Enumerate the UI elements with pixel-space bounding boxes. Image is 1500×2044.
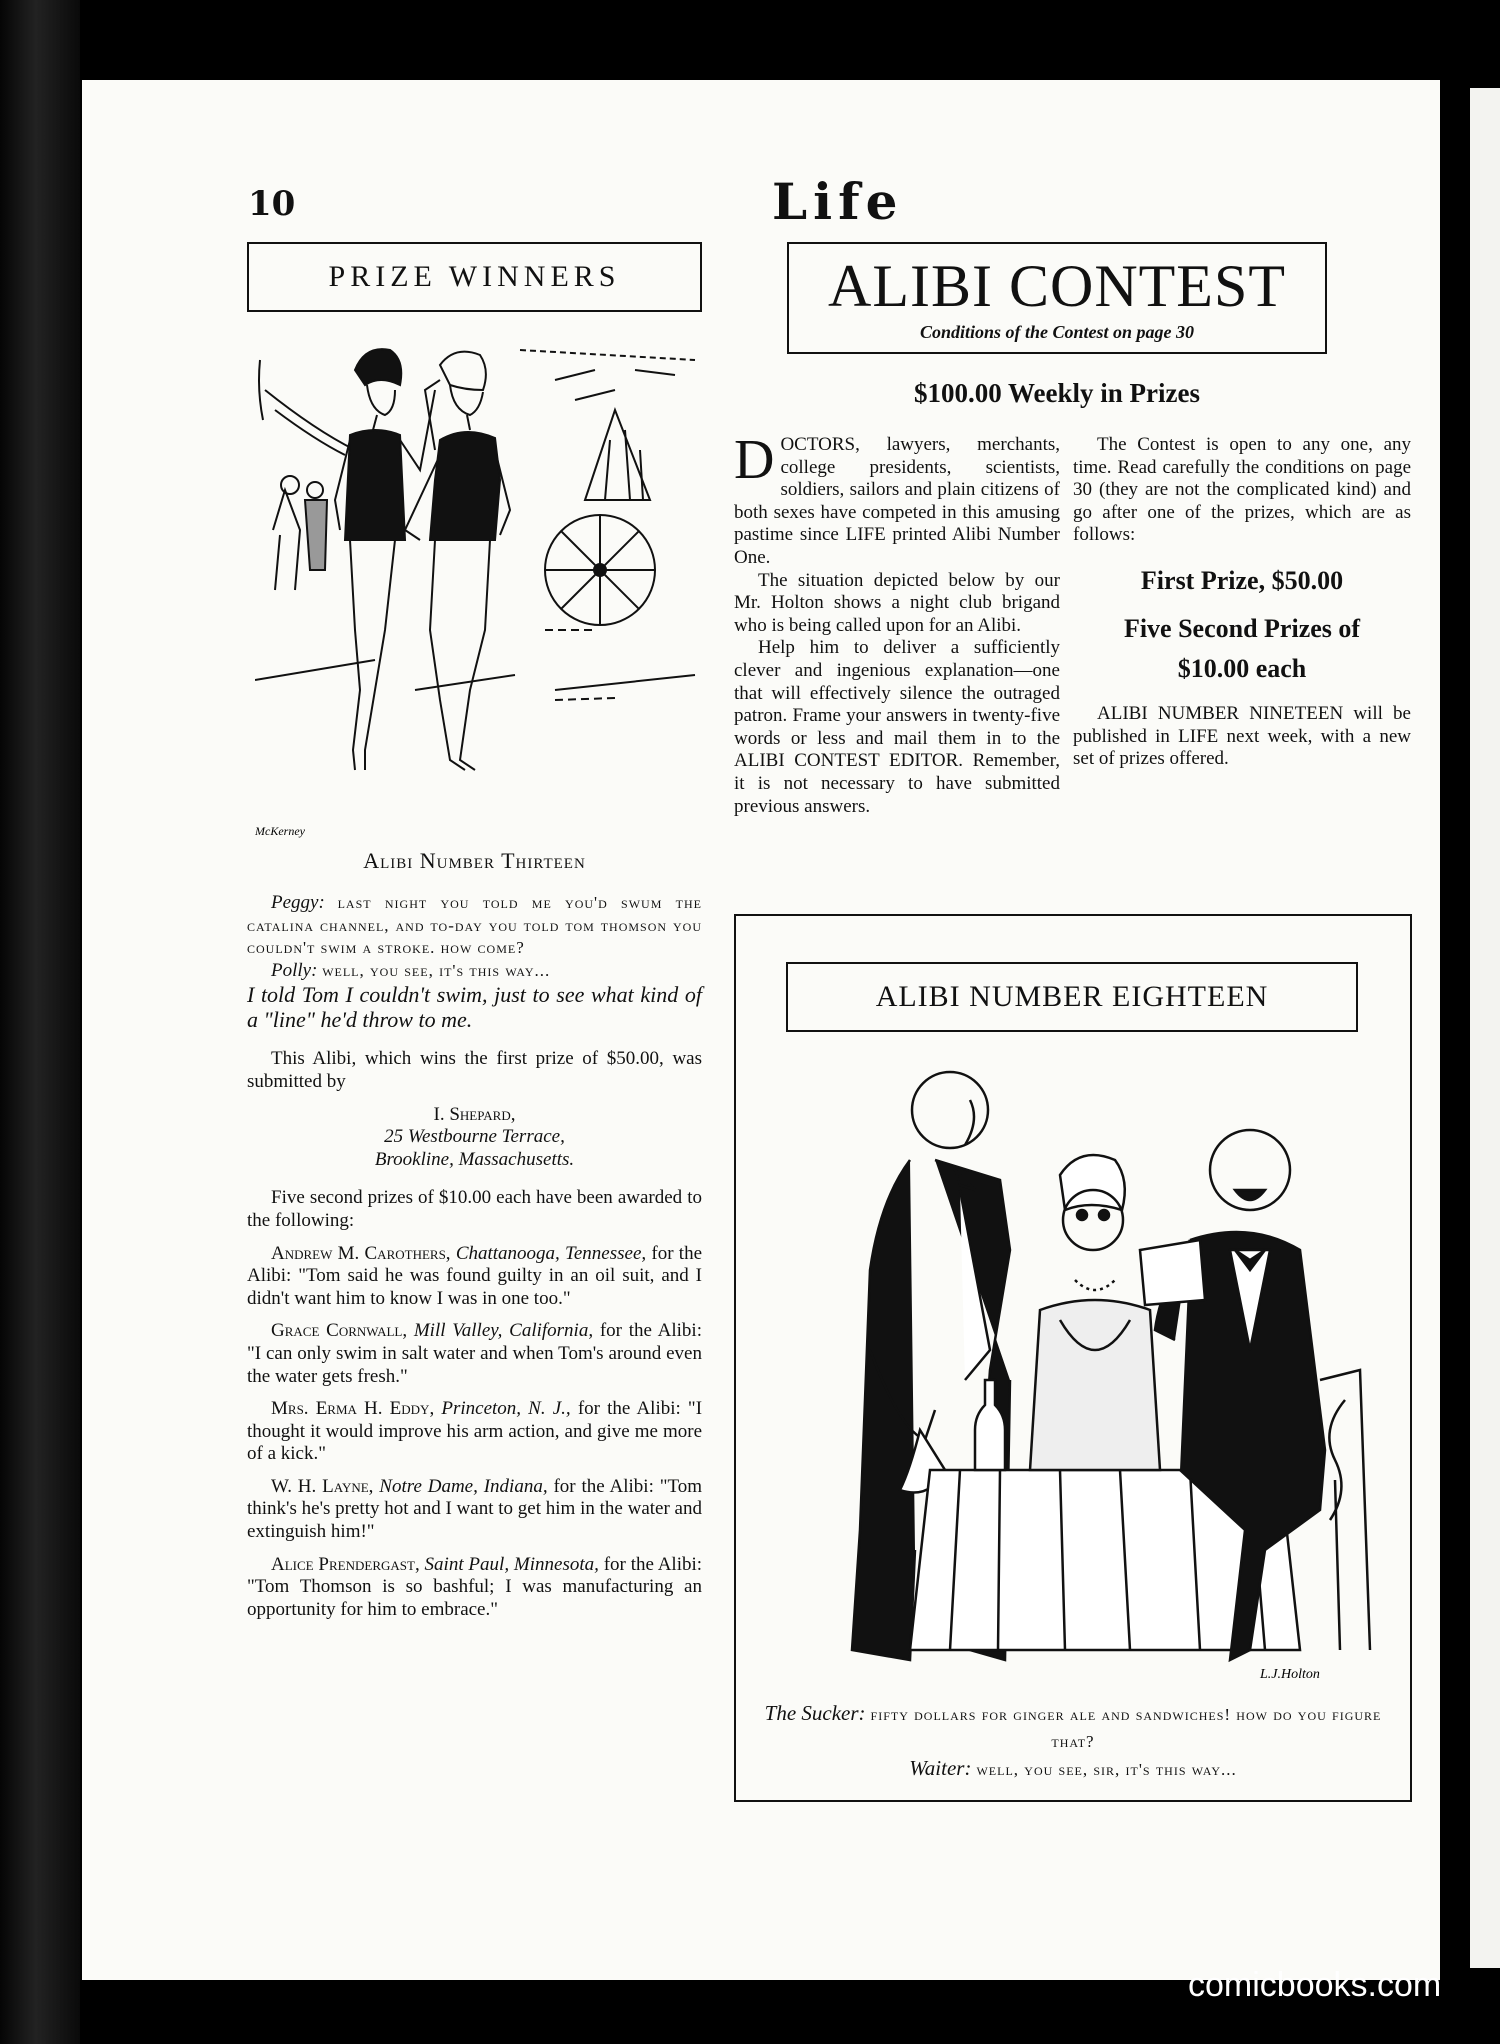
entry-place: Princeton, N. J., <box>441 1398 571 1420</box>
entry-name: Andrew M. Carothers, <box>271 1242 451 1264</box>
waiter-line: well, you see, sir, it's this way... <box>976 1760 1237 1779</box>
weekly-prizes-line: $100.00 Weekly in Prizes <box>914 378 1200 408</box>
entry-name: W. H. Layne, <box>271 1475 374 1497</box>
winner-intro: This Alibi, which wins the first prize of $50.00, was submitted by <box>247 1048 702 1092</box>
entry-text: for the Alibi: "I can only swim in salt water and when Tom's around even the water gets fresh." <box>247 1320 702 1387</box>
first-prize: First Prize, $50.00 <box>1140 565 1344 595</box>
entry <box>247 1243 702 1311</box>
masthead: Life <box>772 172 904 231</box>
alibi-eighteen-heading <box>786 962 1358 1032</box>
beach-cartoon-illustration <box>255 330 705 840</box>
second-prize-entries <box>247 1243 702 1622</box>
contest-para-1: OCTORS, lawyers, merchants, college presidents, scientists, soldiers, sailors and plain citizens of both sexes have competed in this amusing pastime since LIFE printed Alibi Number One. <box>734 434 1060 568</box>
entry-name: Alice Prendergast, <box>271 1553 420 1575</box>
second-prize-line-1: Five Second Prizes of <box>1123 613 1361 643</box>
entry <box>247 1398 702 1466</box>
entry-text: for the Alibi: "I thought it would improve his arm action, and give me more of a kick." <box>247 1398 703 1465</box>
contest-para-3: Help him to deliver a sufficiently clever and ingenious explanation—one that will effectively silence the outraged patron. Frame your answers in twenty-five words or less and mail them in to the ALIBI CONTEST EDITOR. Remember, it is not necessary to have submitted previous answers. <box>734 637 1060 817</box>
prize-winners-heading <box>247 242 702 312</box>
entry-place: Notre Dame, Indiana, <box>379 1475 548 1497</box>
cartoon-artist-signature: L.J.Holton <box>1260 1667 1320 1682</box>
polly-line: well, you see, it's this way... <box>322 960 551 980</box>
drop-cap: D <box>734 429 775 491</box>
winning-answer: I told Tom I couldn't swim, just to see what kind of a "line" he'd throw to me. <box>247 982 702 1033</box>
alibi-eighteen-title: ALIBI NUMBER EIGHTEEN <box>875 980 1269 1013</box>
contest-para-4: The Contest is open to any one, any time. Read carefully the conditions on page 30 (they are not the complicated kind) and go after one of the prizes, which are as follows: <box>1073 434 1411 546</box>
alibi-contest-subtitle: Conditions of the Contest on page 30 <box>919 322 1195 342</box>
peggy-speaker: Peggy: <box>271 892 325 913</box>
entry-place: Saint Paul, Minnesota, <box>424 1553 599 1575</box>
second-prizes-intro: Five second prizes of $10.00 each have been awarded to the following: <box>247 1187 702 1231</box>
entry-place: Mill Valley, California, <box>413 1320 594 1342</box>
winner-name: I. Shepard, <box>433 1103 516 1125</box>
contest-column-left <box>734 429 1060 818</box>
entry-text: for the Alibi: "Tom think's he's pretty hot and I want to get him in the water and extinguish him!" <box>247 1475 703 1543</box>
entry <box>247 1476 702 1544</box>
contest-para-2: The situation depicted below by our Mr. Holton shows a night club brigand who is being called upon for an Alibi. <box>734 569 1060 636</box>
entry-text: for the Alibi: "Tom Thomson is so bashful; I was manufacturing an opportunity for him to embrace." <box>247 1553 703 1620</box>
night-club-cartoon-illustration <box>760 1050 1380 1690</box>
source-watermark: comicbooks.com <box>1188 1966 1442 2004</box>
polly-speaker: Polly: <box>271 959 318 981</box>
entry-text: for the Alibi: "Tom said he was found guilty in an oil suit, and I didn't want him to know I was in one too." <box>247 1242 703 1309</box>
alibi-contest-heading <box>787 242 1327 354</box>
entry-place: Chattanooga, Tennessee, <box>455 1242 647 1264</box>
contest-column-right <box>1073 434 1411 771</box>
waiter-speaker: Waiter: <box>909 1756 972 1780</box>
page-number: 10 <box>248 184 296 224</box>
book-spine-shadow <box>0 0 80 2044</box>
facing-page-edge <box>1470 88 1500 1968</box>
alibi-eighteen-caption <box>750 1700 1396 1783</box>
winner-address-line-2: Brookline, Massachusetts. <box>374 1148 575 1170</box>
sucker-line: fifty dollars for ginger ale and sandwiches! how do you figure that? <box>870 1705 1382 1751</box>
entry-name: Mrs. Erma H. Eddy, <box>271 1398 435 1420</box>
beach-artist-signature: McKerney <box>255 824 305 838</box>
entry <box>247 1320 702 1388</box>
entry <box>247 1554 702 1622</box>
alibi-thirteen-caption: Alibi Number Thirteen <box>363 848 586 873</box>
alibi-contest-title: ALIBI CONTEST <box>828 253 1286 319</box>
second-prize-line-2: $10.00 each <box>1177 653 1307 683</box>
prize-winners-title: PRIZE WINNERS <box>328 260 621 293</box>
sucker-speaker: The Sucker: <box>764 1701 866 1725</box>
peggy-line: last night you told me you'd swum the catalina channel, and to-day you told tom thomson you couldn't swim a stroke. how come? <box>247 893 702 958</box>
winner-address-line-1: 25 Westbourne Terrace, <box>384 1126 565 1148</box>
prize-winners-column <box>247 892 702 1621</box>
entry-name: Grace Cornwall, <box>271 1320 408 1342</box>
contest-para-5: ALIBI NUMBER NINETEEN will be published in LIFE next week, with a new set of prizes offered. <box>1073 702 1411 770</box>
